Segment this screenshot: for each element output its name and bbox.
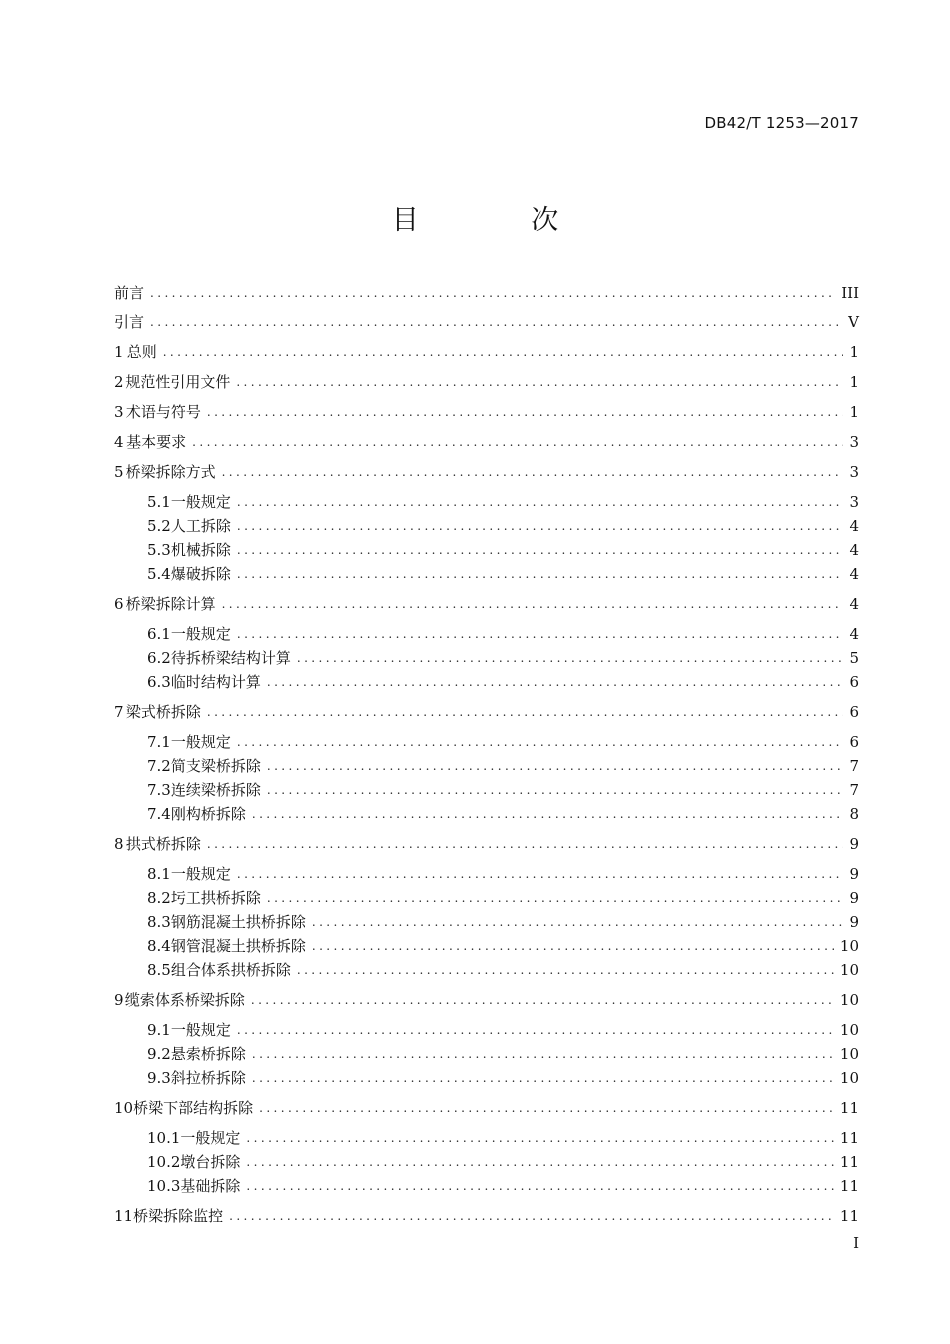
toc-entry-label: 斜拉桥拆除 [170,1069,246,1087]
toc-entry-page: 10 [839,1069,859,1087]
toc-entry-page: 11 [839,1129,859,1147]
dot-leader [267,779,844,801]
toc-entry-number: 10.1 [147,1129,181,1147]
toc-entry-page: 6 [849,673,859,691]
toc-entry-page: 9 [849,865,859,883]
toc-subentry[interactable] [147,731,859,753]
toc-entry-label: 梁式桥拆除 [125,703,201,721]
toc-subentry[interactable] [147,1043,859,1065]
toc-entry-page: 6 [849,733,859,751]
toc-entry-number: 5 [114,463,124,481]
document-code: DB42/T 1253—2017 [704,114,859,132]
toc-entry-label: 桥梁拆除计算 [125,595,216,613]
toc-entry-label: 桥梁下部结构拆除 [133,1099,254,1117]
toc-entry-page: 10 [839,1045,859,1063]
toc-subentry[interactable] [147,863,859,885]
toc-entry-number: 8.4 [147,937,171,955]
toc-entry-label: 钢管混凝土拱桥拆除 [170,937,306,955]
toc-entry-number: 7.1 [147,733,171,751]
toc-subentry[interactable] [147,803,859,825]
toc-entry-label: 悬索桥拆除 [170,1045,246,1063]
toc-entry-number: 7.2 [147,757,171,775]
dot-leader [252,1043,834,1065]
toc-subentry[interactable] [147,755,859,777]
toc-entry[interactable] [114,593,859,615]
toc-entry-label: 钢筋混凝土拱桥拆除 [170,913,306,931]
toc-entry-label: 一般规定 [170,625,231,643]
toc-entry-page: 7 [849,757,859,775]
dot-leader [237,491,844,513]
toc-subentry[interactable] [147,1019,859,1041]
toc-entry-page: 11 [839,1153,859,1171]
toc-entry-label: 待拆桥梁结构计算 [170,649,291,667]
toc-entry-number: 9.1 [147,1021,171,1039]
toc-subentry[interactable] [147,671,859,693]
dot-leader [237,623,844,645]
dot-leader [207,401,844,423]
toc-entry-label: 临时结构计算 [170,673,261,691]
toc-entry-page: 6 [849,703,859,721]
toc-entry-number: 6.1 [147,625,171,643]
toc-entry-number: 7.4 [147,805,171,823]
page-number: I [853,1234,859,1252]
toc-entry-page: V [848,313,859,331]
toc-entry[interactable] [114,371,859,393]
toc-entry[interactable] [114,833,859,855]
toc-entry-page: 10 [839,1021,859,1039]
toc-entry-page: 4 [849,625,859,643]
dot-leader [192,431,843,453]
dot-leader [251,989,834,1011]
toc-entry-page: 10 [839,937,859,955]
toc-entry-label: 规范性引用文件 [125,373,231,391]
toc-subentry[interactable] [147,1067,859,1089]
dot-leader [312,935,834,957]
toc-entry-number: 2 [114,373,124,391]
dot-leader [222,593,844,615]
toc-entry-number: 5.3 [147,541,171,559]
toc-entry-page: III [841,284,859,302]
toc-entry-number: 7 [114,703,124,721]
toc-entry-number: 8.5 [147,961,171,979]
toc-entry-number: 5.2 [147,517,171,535]
toc-entry-page: 10 [839,991,859,1009]
toc-entry[interactable] [114,401,859,423]
toc-entry-number: 8 [114,835,124,853]
toc-entry-number: 6.3 [147,673,171,691]
toc-title: 目 次 [391,205,611,236]
toc-subentry[interactable] [147,935,859,957]
toc-entry-page: 1 [849,403,859,421]
toc-subentry[interactable] [147,1151,859,1173]
dot-leader [236,371,843,393]
toc-entry-page: 3 [849,463,859,481]
toc-entry-label: 基本要求 [126,433,187,451]
dot-leader [246,1127,833,1149]
toc-entry[interactable] [114,341,859,363]
toc-entry-number: 7.3 [147,781,171,799]
toc-entry-label: 一般规定 [170,493,231,511]
toc-entry-page: 1 [849,373,859,391]
toc-entry-number: 3 [114,403,124,421]
toc-entry-label: 桥梁拆除监控 [133,1207,224,1225]
toc-subentry[interactable] [147,911,859,933]
toc-entry-number: 9.3 [147,1069,171,1087]
toc-entry[interactable] [114,701,859,723]
toc-entry[interactable] [114,989,859,1011]
toc-entry-page: 10 [839,961,859,979]
toc-entry-label: 一般规定 [180,1129,241,1147]
toc-entry[interactable] [114,311,859,333]
toc-entry-number: 5.1 [147,493,171,511]
toc-entry-page: 1 [849,343,859,361]
toc-entry[interactable] [114,282,859,304]
toc-subentry[interactable] [147,491,859,513]
dot-leader [207,701,844,723]
toc-entry-number: 9.2 [147,1045,171,1063]
toc-entry-label: 机械拆除 [170,541,231,559]
toc-entry-label: 墩台拆除 [180,1153,241,1171]
toc-entry[interactable] [114,1097,859,1119]
toc-entry-label: 爆破拆除 [170,565,231,583]
toc-entry-page: 4 [849,595,859,613]
toc-entry-label: 刚构桥拆除 [170,805,246,823]
dot-leader [222,461,844,483]
toc-entry-number: 4 [114,433,124,451]
toc-subentry[interactable] [147,563,859,585]
toc-entry-page: 9 [849,889,859,907]
toc-entry-label: 简支梁桥拆除 [170,757,261,775]
dot-leader [246,1151,833,1173]
toc-entry-label: 总则 [126,343,157,361]
toc-entry-number: 10.2 [147,1153,181,1171]
dot-leader [246,1175,833,1197]
toc-entry-label: 一般规定 [170,865,231,883]
toc-subentry[interactable] [147,539,859,561]
dot-leader [252,1067,834,1089]
toc-entry-number: 5.4 [147,565,171,583]
toc-entry-page: 9 [849,913,859,931]
toc-entry-page: 3 [849,433,859,451]
toc-subentry[interactable] [147,1175,859,1197]
toc-entry-number: 1 [114,343,124,361]
toc-entry-label: 圬工拱桥拆除 [170,889,261,907]
toc-entry-label: 一般规定 [170,733,231,751]
toc-subentry[interactable] [147,1127,859,1149]
dot-leader [237,1019,834,1041]
toc-entry-label: 基础拆除 [180,1177,241,1195]
dot-leader [237,563,844,585]
toc-subentry[interactable] [147,779,859,801]
dot-leader [267,887,844,909]
toc-subentry[interactable] [147,647,859,669]
toc-entry-page: 4 [849,541,859,559]
dot-leader [237,863,844,885]
dot-leader [207,833,844,855]
toc-subentry[interactable] [147,623,859,645]
dot-leader [259,1097,834,1119]
toc-entry[interactable] [114,461,859,483]
dot-leader [237,731,844,753]
dot-leader [163,341,844,363]
toc-subentry[interactable] [147,515,859,537]
toc-entry-label: 人工拆除 [170,517,231,535]
toc-entry-number: 6 [114,595,124,613]
dot-leader [267,755,844,777]
toc-entry-label: 一般规定 [170,1021,231,1039]
toc-entry-number: 8.1 [147,865,171,883]
dot-leader [229,1205,834,1227]
dot-leader [150,311,842,333]
toc-entry-label: 引言 [114,313,145,331]
toc-subentry[interactable] [147,959,859,981]
toc-entry-label: 缆索体系桥梁拆除 [124,991,245,1009]
toc-entry-label: 前言 [114,284,145,302]
toc-entry-page: 5 [849,649,859,667]
toc-entry-number: 11 [114,1207,134,1225]
toc-entry-page: 4 [849,517,859,535]
toc-entry-label: 桥梁拆除方式 [125,463,216,481]
toc-entry-label: 组合体系拱桥拆除 [170,961,291,979]
toc-entry-number: 9 [114,991,124,1009]
toc-entry-label: 术语与符号 [125,403,201,421]
toc-subentry[interactable] [147,887,859,909]
dot-leader [237,515,844,537]
toc-entry-number: 6.2 [147,649,171,667]
toc-entry-number: 10 [114,1099,134,1117]
dot-leader [267,671,844,693]
toc-entry-page: 3 [849,493,859,511]
toc-entry-number: 8.2 [147,889,171,907]
toc-entry-page: 11 [839,1099,859,1117]
toc-entry-page: 4 [849,565,859,583]
dot-leader [312,911,844,933]
toc-entry-page: 9 [849,835,859,853]
toc-entry-label: 连续梁桥拆除 [170,781,261,799]
toc-entry-page: 8 [849,805,859,823]
toc-entry-number: 10.3 [147,1177,181,1195]
toc-entry-label: 拱式桥拆除 [125,835,201,853]
dot-leader [297,647,844,669]
toc-entry-page: 11 [839,1207,859,1225]
toc-entry-page: 11 [839,1177,859,1195]
toc-entry[interactable] [114,431,859,453]
toc-entry-page: 7 [849,781,859,799]
toc-entry-number: 8.3 [147,913,171,931]
toc-entry[interactable] [114,1205,859,1227]
dot-leader [237,539,844,561]
dot-leader [150,282,835,304]
dot-leader [297,959,834,981]
dot-leader [252,803,844,825]
